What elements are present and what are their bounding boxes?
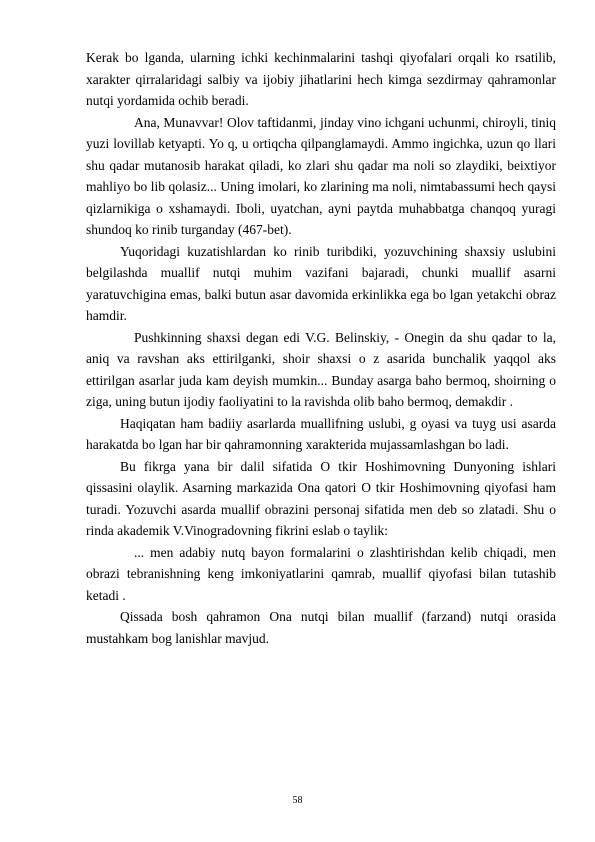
paragraph-8: Qissada bosh qahramon Ona nutqi bilan muallif (farzand) nutqi orasida mustahkam bog lanishlar mavjud. (86, 609, 556, 646)
paragraph-6: Bu fikrga yana bir dalil sifatida O tkir Hoshimovning Dunyoning ishlari qissasini olaylik. Asarning markazida Ona qatori O tkir Hoshimovning qiyofasi ham turadi. Yozuvchi asarda muallif obrazini personaj sifatida men deb so zlatadi. Shu o rinda akademik V.Vinogradovning fikrini eslab o taylik: (86, 458, 556, 538)
paragraph-7: ... men adabiy nutq bayon formalarini o zlashtirishdan kelib chiqadi, men obrazi tebranishning keng imkoniyatlarini qamrab, muallif qiyofasi bilan tutashib ketadi . (86, 544, 556, 603)
paragraph-4: Pushkinning shaxsi degan edi V.G. Belinskiy, - Onegin da shu qadar to la, aniq va ravshan aks ettirilganki, shoir shaxsi o z asarida bunchalik yaqqol aks ettirilgan asarlar juda kam deyish mumkin... Bunday asarga baho bermoq, shoirning o ziga, uning butun ijodiy faoliyatini to la ravishda olib baho bermoq, demakdir . (86, 329, 556, 409)
paragraph-1: Kerak bo lganda, ularning ichki kechinmalarini tashqi qiyofalari orqali ko rsatilib, xarakter qirralaridagi salbiy va ijobiy jihatlarini hech kimga sezdirmay qahramonlar nutqi yordamida ochib beradi. (86, 50, 556, 108)
paragraph-3: Yuqoridagi kuzatishlardan ko rinib turibdiki, yozuvchining shaxsiy uslubini belgilashda muallif nutqi muhim vazifani bajaradi, chunki muallif asarni yaratuvchigina emas, balki butun asar davomida erkinlikka ega bo lgan yetakchi obraz hamdir. (86, 243, 556, 323)
document-page (86, 47, 556, 649)
paragraph-2: Ana, Munavvar! Olov taftidanmi, jinday vino ichgani uchunmi, chiroyli, tiniq yuzi lovillab ketyapti. Yo q, u ortiqcha qilpanglamaydi. Ammo ingichka, uzun qo llari shu qadar mutanosib harakat qiladi, ko zlari shu qadar ma noli so zlaydiki, beixtiyor mahliyo bo lib qolasiz... Uning imolari, ko zlarining ma noli, nimtabassumi hech qaysi qizlarnikiga o xshamaydi. Iboli, uyatchan, ayni paytda muhabbatga chanqoq yuragi shundoq ko rinib turganday (467-bet). (86, 114, 556, 237)
paragraph-5: Haqiqatan ham badiiy asarlarda muallifning uslubi, g oyasi va tuyg usi asarda harakatda bo lgan har bir qahramonning xarakterida mujassamlashgan bo ladi. (86, 415, 556, 452)
page-number: 58 (292, 795, 303, 806)
